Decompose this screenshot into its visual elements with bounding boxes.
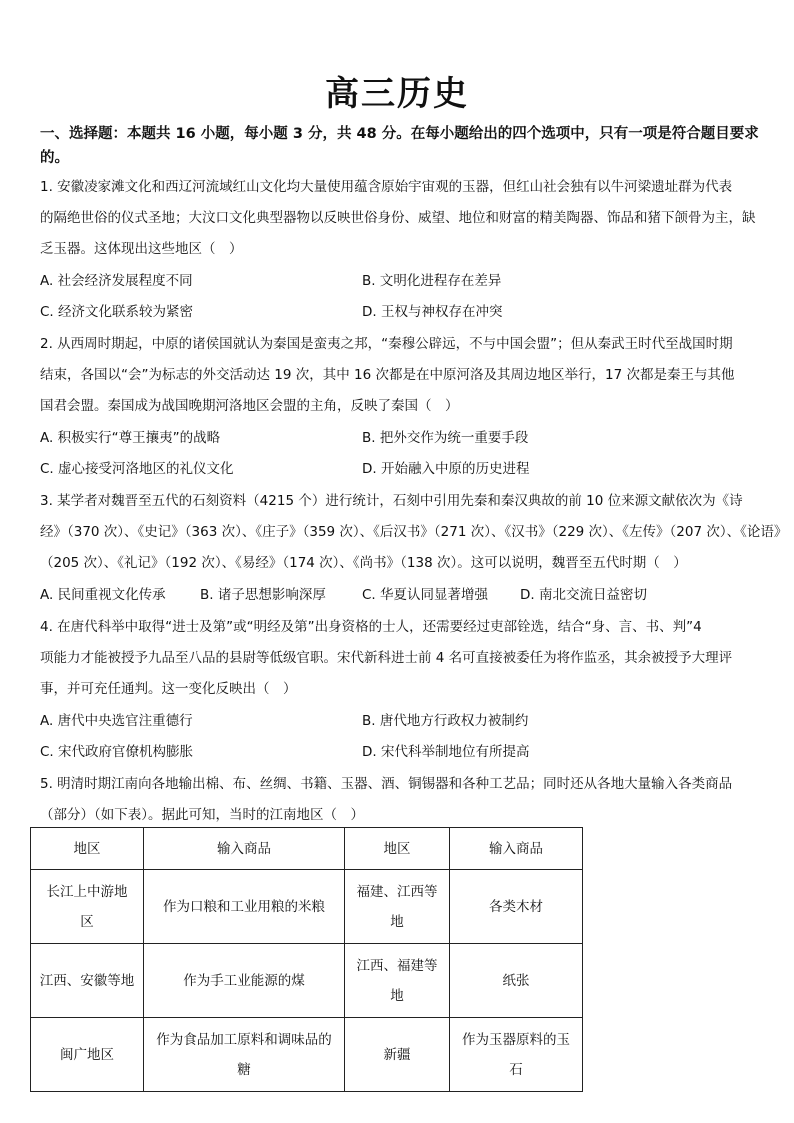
table-cell bbox=[450, 1018, 583, 1092]
q2-line-3: 国君会盟。秦国成为战国晚期河洛地区会盟的主角，反映了秦国（ ） bbox=[40, 398, 459, 414]
q5-line-1: 5. 明清时期江南向各地输出棉、布、丝绸、书籍、玉器、酒、铜锡器和各种工艺品；同时还从各地大量输入各类商品 bbox=[40, 776, 733, 792]
q3-option-b: B. 诸子思想影响深厚 bbox=[200, 587, 326, 603]
cell-text: 长江上中游地 bbox=[46, 883, 128, 900]
table-header-row bbox=[31, 828, 583, 870]
cell-text: 作为食品加工原料和调味品的 bbox=[156, 1031, 332, 1048]
q2-line-2: 结束，各国以“会”为标志的外交活动达 19 次，其中 16 次都是在中原河洛及其周边地区举行，17 次都是秦王与其他 bbox=[40, 367, 735, 383]
q4-line-2: 项能力才能被授予九品至八品的县尉等低级官职。宋代新科进士前 4 名可直接被委任为将作监丞，其余被授予大理评 bbox=[40, 650, 733, 666]
q2-option-a: A. 积极实行“尊王攘夷”的战略 bbox=[40, 430, 221, 446]
q3-option-a: A. 民间重视文化传承 bbox=[40, 587, 166, 603]
table-cell: 闽广地区 bbox=[31, 1018, 144, 1092]
q1-line-2: 的隔绝世俗的仪式圣地；大汶口文化典型器物以反映世俗身份、威望、地位和财富的精美陶器、饰品和猪下颌骨为主，缺 bbox=[40, 210, 756, 226]
table-cell bbox=[345, 944, 450, 1018]
q4-option-a: A. 唐代中央选官注重德行 bbox=[40, 713, 193, 729]
table-cell bbox=[31, 870, 144, 944]
q3-option-d: D. 南北交流日益密切 bbox=[520, 587, 647, 603]
table-cell bbox=[345, 870, 450, 944]
cell-text: 糖 bbox=[237, 1061, 251, 1078]
q1-option-a: A. 社会经济发展程度不同 bbox=[40, 273, 193, 289]
q4-option-d: D. 宋代科举制地位有所提高 bbox=[362, 744, 530, 760]
table-header-cell: 地区 bbox=[345, 828, 450, 870]
table-cell: 新疆 bbox=[345, 1018, 450, 1092]
q2-option-b: B. 把外交作为统一重要手段 bbox=[362, 430, 529, 446]
q4-option-b: B. 唐代地方行政权力被制约 bbox=[362, 713, 529, 729]
q1-line-1: 1. 安徽凌家滩文化和西辽河流域红山文化均大量使用蕴含原始宇宙观的玉器，但红山社会独有以牛河梁遗址群为代表 bbox=[40, 179, 733, 195]
table-cell: 纸张 bbox=[450, 944, 583, 1018]
q3-line-3: （205 次）、《礼记》（192 次）、《易经》（174 次）、《尚书》（138 次）。这可以说明，魏晋至五代时期（ ） bbox=[40, 555, 687, 571]
q4-line-1: 4. 在唐代科举中取得“进士及第”或“明经及第”出身资格的士人，还需要经过吏部铨选，结合“身、言、书、判”4 bbox=[40, 619, 702, 635]
cell-text: 石 bbox=[509, 1061, 523, 1078]
cell-text: 作为玉器原料的玉 bbox=[462, 1031, 570, 1048]
cell-text: 福建、江西等 bbox=[356, 883, 438, 900]
table-cell: 作为口粮和工业用粮的米粮 bbox=[144, 870, 345, 944]
cell-text: 区 bbox=[80, 913, 94, 930]
q3-line-2: 经》（370 次）、《史记》（363 次）、《庄子》（359 次）、《后汉书》（271 次）、《汉书》（229 次）、《左传》（207 次）、《论语》 bbox=[40, 524, 788, 540]
table-cell: 各类木材 bbox=[450, 870, 583, 944]
page-title: 高三历史 bbox=[325, 74, 469, 114]
q1-option-b: B. 文明化进程存在差异 bbox=[362, 273, 502, 289]
table-cell: 作为手工业能源的煤 bbox=[144, 944, 345, 1018]
table-header-cell: 输入商品 bbox=[450, 828, 583, 870]
q4-option-c: C. 宋代政府官僚机构膨胀 bbox=[40, 744, 194, 760]
section-heading: 一、选择题：本题共 16 小题，每小题 3 分，共 48 分。在每小题给出的四个选项中，只有一项是符合题目要求的。 bbox=[40, 126, 759, 166]
table-row bbox=[31, 870, 583, 944]
table-row bbox=[31, 944, 583, 1018]
q2-option-d: D. 开始融入中原的历史进程 bbox=[362, 461, 530, 477]
q3-option-c: C. 华夏认同显著增强 bbox=[362, 587, 489, 603]
cell-text: 江西、福建等 bbox=[356, 957, 438, 974]
table-header-cell: 地区 bbox=[31, 828, 144, 870]
table-row bbox=[31, 1018, 583, 1092]
table-cell bbox=[144, 1018, 345, 1092]
table-cell: 江西、安徽等地 bbox=[31, 944, 144, 1018]
imports-table bbox=[30, 827, 583, 1092]
table-header-cell: 输入商品 bbox=[144, 828, 345, 870]
q2-option-c: C. 虚心接受河洛地区的礼仪文化 bbox=[40, 461, 234, 477]
q2-line-1: 2. 从西周时期起，中原的诸侯国就认为秦国是蛮夷之邦，“秦穆公辟远，不与中国会盟”；但从秦武王时代至战国时期 bbox=[40, 336, 733, 352]
q1-option-c: C. 经济文化联系较为紧密 bbox=[40, 304, 194, 320]
q1-line-3: 乏玉器。这体现出这些地区（ ） bbox=[40, 241, 243, 257]
q4-line-3: 事，并可充任通判。这一变化反映出（ ） bbox=[40, 681, 297, 697]
q3-line-1: 3. 某学者对魏晋至五代的石刻资料（4215 个）进行统计，石刻中引用先秦和秦汉典故的前 10 位来源文献依次为《诗 bbox=[40, 493, 743, 509]
cell-text: 地 bbox=[390, 913, 404, 930]
cell-text: 地 bbox=[390, 987, 404, 1004]
q1-option-d: D. 王权与神权存在冲突 bbox=[362, 304, 503, 320]
q5-line-2: （部分）（如下表）。据此可知，当时的江南地区（ ） bbox=[40, 807, 364, 823]
